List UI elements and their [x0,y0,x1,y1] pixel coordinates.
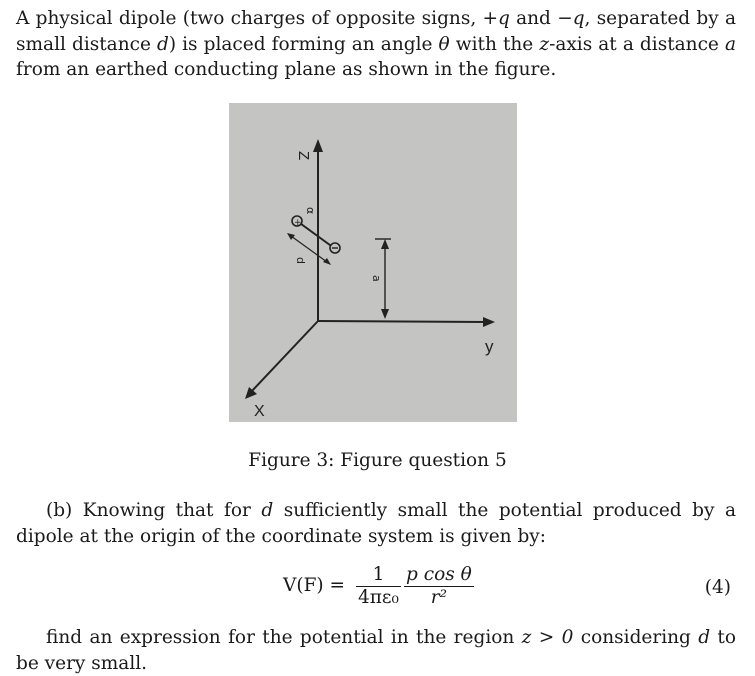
a-arrow-top [381,239,389,249]
positive-sign: + [294,218,302,228]
equation-number: (4) [704,577,731,598]
equation-4 [0,564,755,620]
intro-paragraph: A physical dipole (two charges of opposite signs, +q and −q, separated by a small distance d) is placed forming an angle θ with the z-axis at a distance a from an earthed conducting plane as shown in the figure. [16,8,736,80]
equation-lhs: V(F) = [283,575,346,596]
fraction-dipole-denominator: r² [430,587,447,608]
d-arrow-a [287,233,295,240]
z-axis-label: Z [295,151,312,161]
fraction-dipole [404,564,474,609]
angle-label: α [304,207,317,215]
part-b-paragraph: (b) Knowing that for d sufficiently small the potential produced by a dipole at the origin of the coordinate system is given by: [16,500,736,547]
figure-caption: Figure 3: Figure question 5 [248,450,507,471]
x-axis [251,321,318,392]
a-arrow-bottom [381,309,389,319]
a-label: a [370,275,383,282]
y-axis-label: y [485,337,494,356]
x-axis-label: X [254,403,265,420]
fraction-constant-denominator: 4πε₀ [358,587,399,608]
z-axis-arrow [313,139,323,152]
dipole-figure [229,103,517,422]
y-axis-arrow [483,317,495,327]
fraction-constant-numerator: 1 [372,564,385,585]
y-axis [318,321,487,322]
fraction-dipole-numerator: p cos θ [406,564,472,585]
d-arrow-b [323,258,331,265]
fraction-constant [356,564,401,609]
d-label: d [294,257,307,264]
question-paragraph: find an expression for the potential in the region z > 0 considering d to be very small. [16,627,737,674]
